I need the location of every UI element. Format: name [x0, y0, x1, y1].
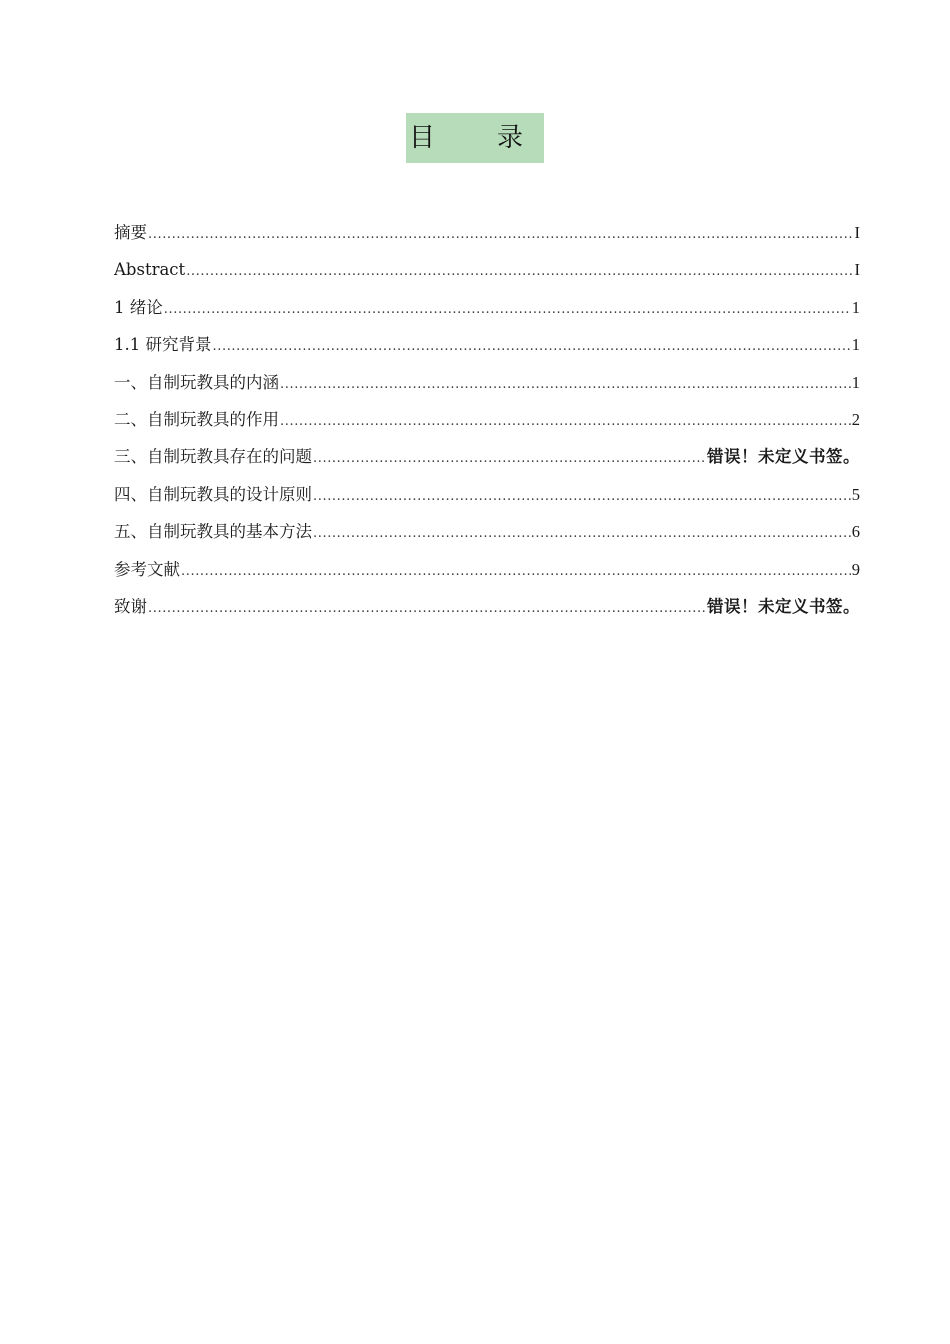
toc-entry-label: 1 绪论	[114, 297, 163, 317]
toc-dot-leader	[164, 291, 851, 328]
toc-title-wrap	[0, 113, 950, 163]
toc-entry[interactable]	[114, 364, 860, 401]
toc-dot-leader	[213, 328, 851, 365]
toc-dot-leader	[313, 515, 851, 552]
toc-entry-page-number: I	[854, 223, 860, 242]
toc-entry-label: 1.1 研究背景	[114, 335, 212, 355]
toc-dot-leader	[313, 478, 851, 515]
toc-entry-label: 致谢	[114, 596, 147, 616]
toc-entry-page-number: 5	[851, 484, 860, 504]
toc-entry-label: 五、自制玩教具的基本方法	[114, 522, 312, 542]
toc-entry-label: 二、自制玩教具的作用	[114, 409, 279, 429]
toc-dot-leader	[148, 590, 706, 627]
toc-dot-leader	[181, 553, 851, 590]
toc-entry[interactable]	[114, 551, 860, 588]
toc-entry-error-ref: 错误！未定义书签。	[707, 596, 860, 616]
toc-entry-error-ref: 错误！未定义书签。	[707, 447, 860, 467]
toc-dot-leader	[313, 440, 706, 477]
toc-entry[interactable]	[114, 326, 860, 363]
toc-entry-label: 参考文献	[114, 559, 180, 579]
toc-entry-label: 三、自制玩教具存在的问题	[114, 447, 312, 467]
toc-entry-label: 四、自制玩教具的设计原则	[114, 484, 312, 504]
toc-entry-label: 一、自制玩教具的内涵	[114, 372, 279, 392]
toc-title: 目 录	[406, 113, 544, 163]
toc-entry-page-number: 9	[851, 559, 860, 579]
toc-entry[interactable]	[114, 251, 860, 288]
toc-entry-page-number: 6	[851, 522, 860, 542]
toc-entry-page-number: 2	[851, 409, 860, 429]
toc-entry-page-number: 1	[851, 335, 860, 355]
toc-entry[interactable]	[114, 401, 860, 438]
toc-dot-leader	[280, 403, 851, 440]
toc-entry-label: 摘要	[114, 223, 147, 242]
toc-entry[interactable]	[114, 214, 860, 251]
toc-entry[interactable]	[114, 289, 860, 326]
toc-entry[interactable]	[114, 588, 860, 625]
toc-dot-leader	[280, 366, 851, 403]
toc-entry[interactable]	[114, 438, 860, 475]
toc-dot-leader	[148, 216, 854, 253]
toc-list	[114, 214, 860, 625]
toc-entry-label: Abstract	[114, 260, 186, 280]
toc-dot-leader	[186, 253, 853, 290]
toc-entry[interactable]	[114, 476, 860, 513]
toc-entry-page-number: I	[854, 260, 860, 280]
toc-entry-page-number: 1	[851, 372, 860, 392]
toc-entry-page-number: 1	[851, 297, 860, 317]
toc-entry[interactable]	[114, 513, 860, 550]
